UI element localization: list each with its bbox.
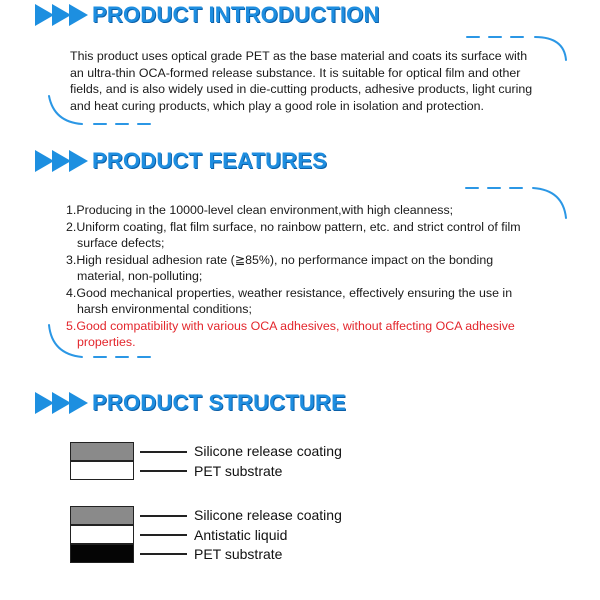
introduction-line: This product uses optical grade PET as the base material and coats its surface with (70, 49, 528, 63)
feature-item (66, 252, 521, 285)
leader-line (140, 451, 187, 453)
leader-line (140, 515, 187, 517)
feature-line: 5.Good compatibility with various OCA adhesives, without affecting OCA adhesive (66, 318, 515, 333)
feature-line: 1.Producing in the 10000-level clean environment,with high cleanness; (66, 203, 454, 217)
introduction-line: fields, and is also widely used in die-cutting products, adhesive products, light curing (70, 82, 533, 96)
feature-line: properties. (77, 335, 136, 349)
feature-line: 4.Good mechanical properties, weather resistance, effectively ensuring the use in (66, 285, 513, 300)
layer-label: PET substrate (194, 463, 283, 479)
introduction-title: PRODUCT INTRODUCTION (92, 2, 380, 27)
feature-item-highlight (66, 318, 521, 351)
feature-item (66, 219, 521, 252)
feature-item (66, 202, 521, 219)
features-title: PRODUCT FEATURES (92, 148, 328, 173)
layer-pet-substrate (70, 461, 134, 480)
feature-line: harsh environmental conditions; (77, 302, 252, 316)
layer-label: Silicone release coating (194, 443, 342, 459)
introduction-heading (35, 0, 380, 30)
leader-line (140, 553, 187, 555)
features-list (66, 202, 521, 351)
leader-line (140, 534, 187, 536)
triple-arrow-icon (35, 150, 86, 172)
triple-arrow-icon (35, 392, 86, 414)
leader-line (140, 470, 187, 472)
feature-item (66, 285, 521, 318)
layer-silicone-release-coating (70, 506, 134, 525)
layer-silicone-release-coating (70, 442, 134, 461)
layer-pet-substrate (70, 544, 134, 563)
structure-heading (35, 388, 346, 418)
features-heading (35, 146, 327, 176)
layer-label: PET substrate (194, 546, 283, 562)
structure-title: PRODUCT STRUCTURE (92, 390, 346, 415)
feature-line: 2.Uniform coating, flat film surface, no rainbow pattern, etc. and strict control of film (66, 219, 521, 234)
introduction-line: and heat curing products, which play a good role in isolation and protection. (70, 98, 484, 113)
feature-line: 3.High residual adhesion rate (≧85%), no performance impact on the bonding (66, 252, 494, 267)
feature-line: material, non-polluting; (77, 269, 203, 283)
layer-label: Antistatic liquid (194, 527, 288, 543)
feature-line: surface defects; (77, 236, 165, 250)
layer-antistatic-liquid (70, 525, 134, 544)
introduction-text (70, 48, 532, 114)
triple-arrow-icon (35, 4, 86, 26)
introduction-line: an ultra-thin OCA-formed release substance. It is suitable for optical film and other (70, 65, 521, 80)
layer-label: Silicone release coating (194, 507, 342, 523)
